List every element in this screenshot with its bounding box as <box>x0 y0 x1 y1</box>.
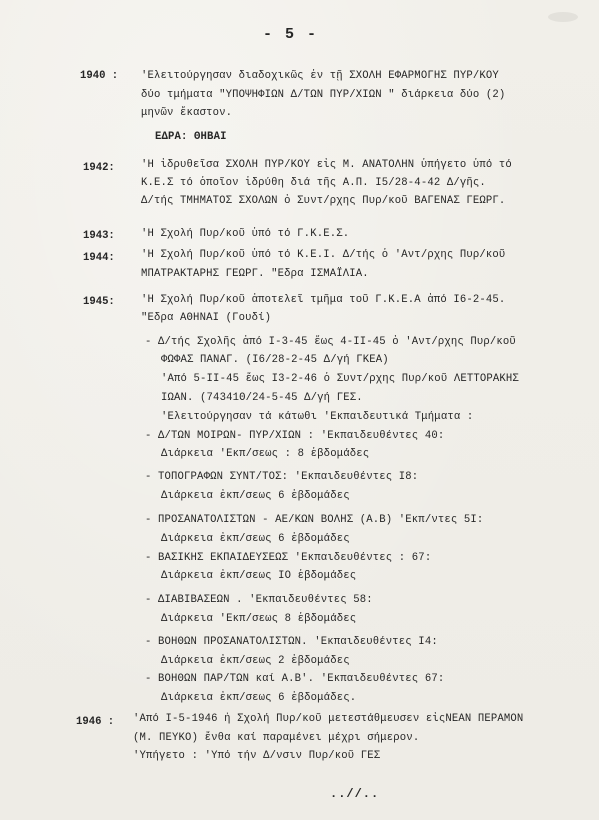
training-unit-duration: Διάρκεια ἐκπ/σεως 6 ἑβδομάδες. <box>161 692 357 704</box>
continuation-mark: ..//.. <box>330 787 380 801</box>
training-unit-title: - ΒΟΗΘΩΝ ΠΑΡ/ΤΩΝ καί Α.Β'. 'Εκπαιδευθέντες 67: <box>145 673 445 685</box>
page-number: - 5 - <box>263 26 319 43</box>
entry-1942-line: Κ.Ε.Σ τό ὁποῖον ἱδρύθη διά τῆς Α.Π. Ι5/28-4-42 Δ/γῆς. <box>141 177 486 189</box>
entry-1943-line: 'Η Σχολή Πυρ/κοῦ ὑπό τό Γ.Κ.Ε.Σ. <box>141 228 350 240</box>
training-unit-title: - ΒΟΗΘΩΝ ΠΡΟΣΑΝΑΤΟΛΙΣΤΩΝ. 'Εκπαιδευθέντες Ι4: <box>145 636 438 648</box>
entry-1945-line: ΦΩΦΑΣ ΠΑΝΑΓ. (Ι6/28-2-45 Δ/γή ΓΚΕΑ) <box>161 354 389 366</box>
entry-1945-line: 'Ελειτούργησαν τά κάτωθι 'Εκπαιδευτικά Τμήματα : <box>161 411 474 423</box>
entry-year-1940: 1940 : <box>80 70 119 82</box>
training-unit-title: - Δ/ΤΩΝ ΜΟΙΡΩΝ- ΠΥΡ/ΧΙΩΝ : 'Εκπαιδευθέντες 40: <box>145 430 445 442</box>
training-unit-duration: Διάρκεια ἐκπ/σεως 6 ἑβδομάδες <box>161 533 350 545</box>
entry-1946-line: 'Από Ι-5-1946 ἡ Σχολή Πυρ/κοῦ μετεστάθμευσεν εἰςΝΕΑΝ ΠΕΡΑΜΟΝ <box>133 713 524 725</box>
entry-1945-line: - Δ/τής Σχολῆς ἀπό Ι-3-45 ἕως 4-ΙΙ-45 ὁ 'Αντ/ρχης Πυρ/κοῦ <box>145 336 516 348</box>
entry-1940-line: 'Ελειτούργησαν διαδοχικῶς ἐν τῇ ΣΧΟΛΗ ΕΦΑΡΜΟΓΗΣ ΠΥΡ/ΚΟΥ <box>141 70 499 82</box>
training-unit-duration: Διάρκεια 'Εκπ/σεως 8 ἑβδομάδες <box>161 613 357 625</box>
paper-smudge <box>548 12 578 22</box>
training-unit-duration: Διάρκεια ἐκπ/σεως ΙΟ ἑβδομάδες <box>161 570 357 582</box>
entry-1945-line: "Εδρα ΑΘΗΝΑΙ (Γουδί) <box>141 312 272 324</box>
training-unit-duration: Διάρκεια 'Εκπ/σεως : 8 ἑβδομάδες <box>161 448 370 460</box>
entry-1944-line: ΜΠΑΤΡΑΚΤΑΡΗΣ ΓΕΩΡΓ. "Εδρα ΙΣΜΑΪΛΙΑ. <box>141 268 369 280</box>
entry-1944-line: 'Η Σχολή Πυρ/κοῦ ὑπό τό Κ.Ε.Ι. Δ/τής ὁ 'Αντ/ρχης Πυρ/κοῦ <box>141 249 506 261</box>
training-unit-title: - ΔΙΑΒΙΒΑΣΕΩΝ . 'Εκπαιδευθέντες 58: <box>145 594 373 606</box>
entry-year-1945: 1945: <box>83 296 115 308</box>
entry-1940-line: μηνῶν ἕκαστον. <box>141 107 233 119</box>
training-unit-duration: Διάρκεια ἐκπ/σεως 6 ἑβδομάδες <box>161 490 350 502</box>
training-unit-duration: Διάρκεια ἐκπ/σεως 2 ἑβδομάδες <box>161 655 350 667</box>
entry-1942-line: 'Η ἱδρυθεῖσα ΣΧΟΛΗ ΠΥΡ/ΚΟΥ εἰς Μ. ΑΝΑΤΟΛΗΝ ὑπήγετο ὑπό τό <box>141 159 512 171</box>
entry-1945-line: 'Από 5-ΙΙ-45 ἕως Ι3-2-46 ὁ Συντ/ρχης Πυρ/κοῦ ΛΕΤΤΟΡΑΚΗΣ <box>161 373 519 385</box>
entry-1945-line: 'Η Σχολή Πυρ/κοῦ ἀποτελεῖ τμῆμα τοῦ Γ.Κ.Ε.Α ἀπό Ι6-2-45. <box>141 294 506 306</box>
training-unit-title: - ΤΟΠΟΓΡΑΦΩΝ ΣΥΝΤ/ΤΟΣ: 'Εκπαιδευθέντες Ι8: <box>145 471 419 483</box>
entry-1946-line: (Μ. ΠΕΥΚΟ) ἔνθα καί παραμένει μέχρι σήμερον. <box>133 732 420 744</box>
entry-1945-line: ΙΩΑΝ. (74341Θ/24-5-45 Δ/γή ΓΕΣ. <box>161 392 363 404</box>
entry-1940-seat: ΕΔΡΑ: ΘΗΒΑΙ <box>155 131 227 143</box>
entry-1940-line: δύο τμήματα "ΥΠΟΨΗΦΙΩΝ Δ/ΤΩΝ ΠΥΡ/ΧΙΩΝ " διάρκεια δύο (2) <box>141 89 506 101</box>
entry-year-1942: 1942: <box>83 162 115 174</box>
entry-1942-line: Δ/τής ΤΜΗΜΑΤΟΣ ΣΧΟΛΩΝ ὁ Συντ/ρχης Πυρ/κοῦ ΒΑΓΕΝΑΣ ΓΕΩΡΓ. <box>141 195 506 207</box>
entry-year-1944: 1944: <box>83 252 115 264</box>
training-unit-title: - ΒΑΣΙΚΗΣ ΕΚΠΑΙΔΕΥΣΕΩΣ 'Εκπαιδευθέντες : 67: <box>145 552 432 564</box>
entry-year-1943: 1943: <box>83 230 115 242</box>
training-unit-title: - ΠΡΟΣΑΝΑΤΟΛΙΣΤΩΝ - ΑΕ/ΚΩΝ ΒΟΛΗΣ (Α.Β) 'Εκπ/ντες 5Ι: <box>145 514 484 526</box>
entry-1946-line: 'Υπήγετο : 'Υπό τήν Δ/νσιν Πυρ/κοῦ ΓΕΣ <box>133 750 381 762</box>
entry-year-1946: 1946 : <box>76 716 115 728</box>
